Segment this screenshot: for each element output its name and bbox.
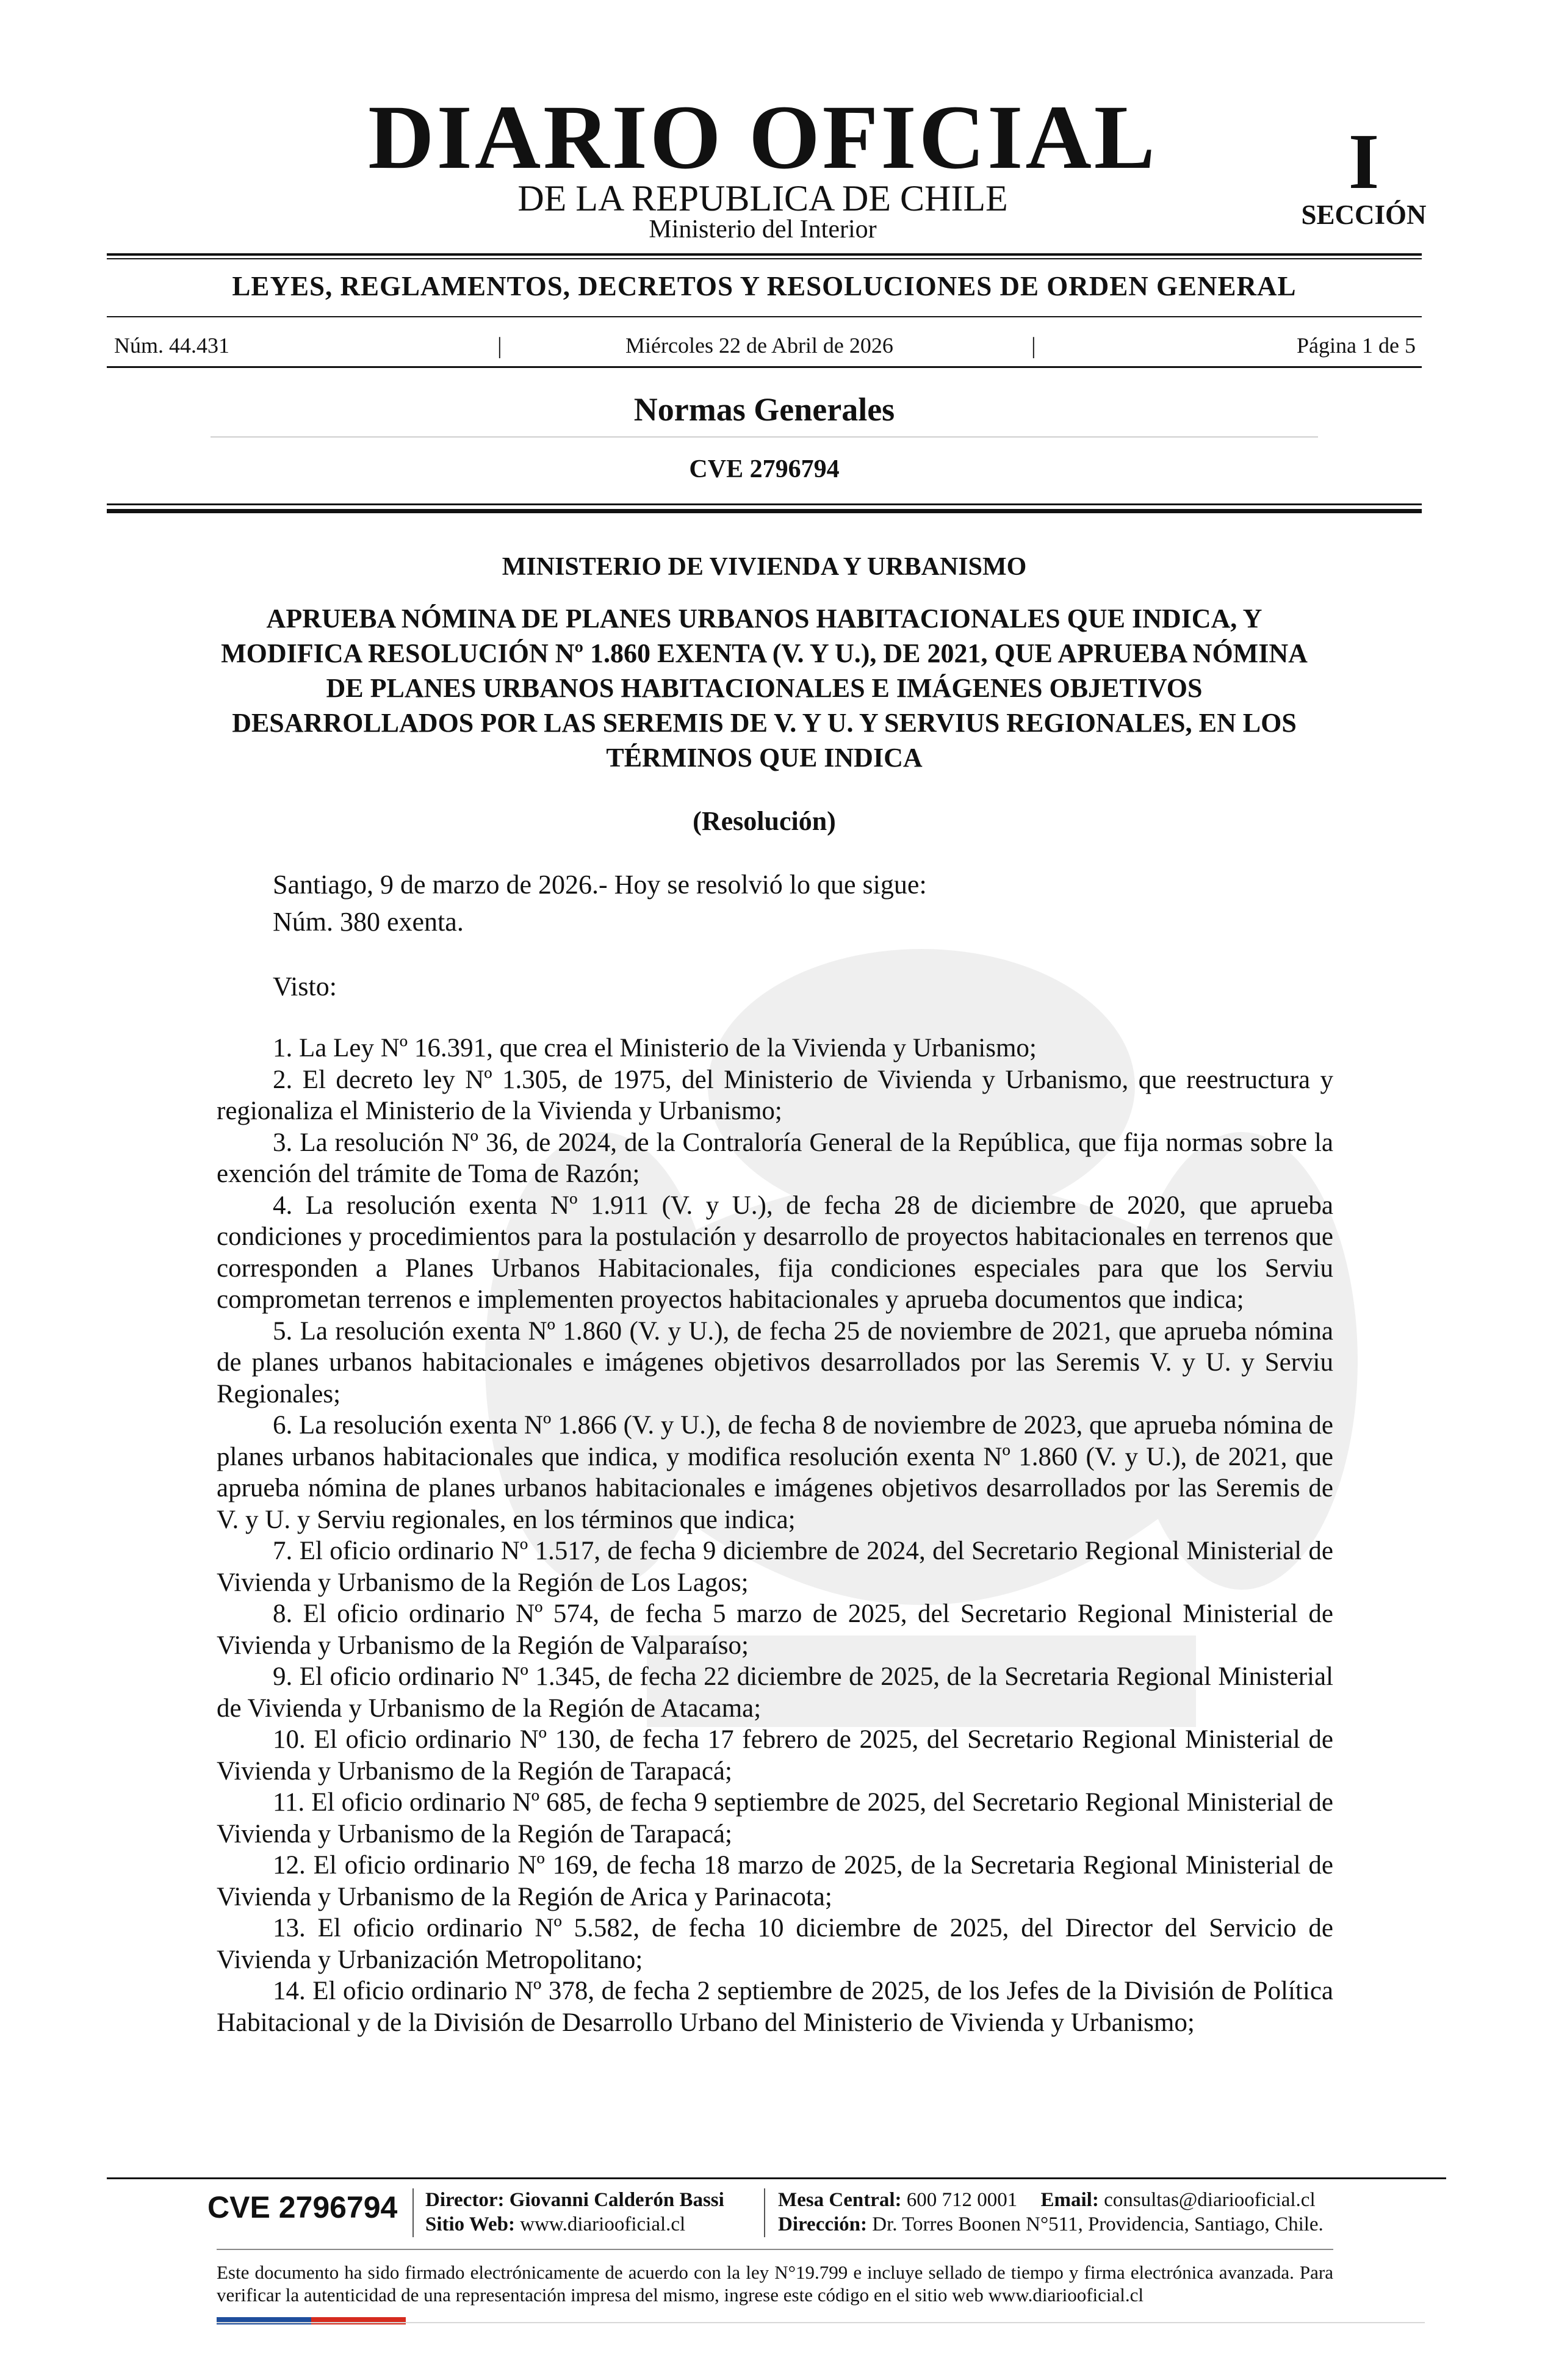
list-item: 7. El oficio ordinario Nº 1.517, de fecha 9 diciembre de 2024, del Secretario Regional Ministerial de Vivienda y Urbanismo de la Región de Los Lagos; — [217, 1537, 1333, 1597]
separator: | — [1031, 333, 1036, 359]
separator: | — [497, 333, 502, 359]
site-label: Sitio Web: — [425, 2213, 516, 2235]
section-title: Normas Generales — [633, 391, 895, 428]
resolution-title: APRUEBA NÓMINA DE PLANES URBANOS HABITACIONALES QUE INDICA, Y MODIFICA RESOLUCIÓN Nº 1.860 EXENTA (V. Y U.), DE 2021, QUE APRUEBA NÓMINA DE PLANES URBANOS HABITACIONALES E IMÁGENES OBJETIVOS DESARROLLADOS POR LAS SEREMIS DE V. Y U. Y SERVIUS REGIONALES, EN LOS TÉRMINOS QUE INDICA — [221, 604, 1308, 773]
footer-note-rule — [217, 2249, 1333, 2250]
footer-divider — [412, 2188, 414, 2237]
footer-contact — [778, 2188, 1316, 2212]
list-item: 10. El oficio ordinario Nº 130, de fecha 17 febrero de 2025, del Secretario Regional Ministerial de Vivienda y Urbanismo de la Región de Tarapacá; — [217, 1725, 1333, 1786]
list-item: 9. El oficio ordinario Nº 1.345, de fecha 22 diciembre de 2025, de la Secretaria Regional Ministerial de Vivienda y Urbanismo de la Región de Atacama; — [217, 1662, 1333, 1723]
header-rule-top-thin — [107, 258, 1422, 259]
resolution-number: Núm. 380 exenta. — [273, 907, 464, 937]
list-item: 13. El oficio ordinario Nº 5.582, de fecha 10 diciembre de 2025, del Director del Servicio de Vivienda y Urbanización Metropolitano; — [217, 1914, 1333, 1974]
director-label: Director: — [425, 2189, 505, 2211]
list-item: 14. El oficio ordinario Nº 378, de fecha 2 septiembre de 2025, de los Jefes de la División de Política Habitacional y de la División de Desarrollo Urbano del Ministerio de Vivienda y Urbanismo; — [217, 1977, 1333, 2037]
director-name: Giovanni Calderón Bassi — [509, 2189, 724, 2211]
footer-signature-note: Este documento ha sido firmado electrónicamente de acuerdo con la ley N°19.799 e incluye sellado de tiempo y firma electrónica avanzada. Para verificar la autenticidad de una representación impresa del mismo, ingrese este código en el sitio web www.diariooficial.cl — [217, 2262, 1333, 2306]
flag-stripe-red — [311, 2317, 406, 2324]
visto-label: Visto: — [273, 972, 337, 1001]
footer-address — [778, 2212, 1324, 2237]
header-rule-top — [107, 253, 1422, 256]
cve-rule-1 — [107, 503, 1422, 505]
issue-info-row — [107, 333, 1422, 363]
address-value: Dr. Torres Boonen N°511, Providencia, Santiago, Chile. — [872, 2213, 1324, 2235]
footer-divider — [764, 2188, 765, 2237]
list-item: 1. La Ley Nº 16.391, que crea el Ministerio de la Vivienda y Urbanismo; — [273, 1034, 1037, 1062]
section-number: I — [1348, 118, 1380, 206]
cve-code: CVE 2796794 — [689, 455, 840, 483]
list-item: 3. La resolución Nº 36, de 2024, de la Contraloría General de la República, que fija normas sobre la exención del trámite de Toma de Razón; — [217, 1128, 1333, 1188]
masthead-ministry: Ministerio del Interior — [649, 215, 877, 243]
masthead-title: DIARIO OFICIAL — [368, 87, 1158, 188]
section-label: SECCIÓN — [1301, 200, 1427, 230]
cve-rule-2 — [107, 509, 1422, 513]
ministry-name: MINISTERIO DE VIVIENDA Y URBANISMO — [502, 553, 1027, 581]
flag-stripe-blue — [217, 2317, 311, 2324]
site-link[interactable]: www.diariooficial.cl — [520, 2213, 686, 2235]
email-link[interactable]: consultas@diariooficial.cl — [1104, 2189, 1316, 2211]
resolution-label: (Resolución) — [693, 806, 836, 836]
issue-date: Miércoles 22 de Abril de 2026 — [625, 333, 893, 358]
email-label: Email: — [1040, 2189, 1099, 2211]
mesa-label: Mesa Central: — [778, 2189, 902, 2211]
section-title-rule — [211, 436, 1318, 438]
footer-rule — [107, 2177, 1446, 2179]
footer-director — [425, 2188, 724, 2212]
category-heading: LEYES, REGLAMENTOS, DECRETOS Y RESOLUCIONES DE ORDEN GENERAL — [232, 271, 1297, 301]
intro-line: Santiago, 9 de marzo de 2026.- Hoy se resolvió lo que sigue: — [273, 870, 927, 900]
info-rule — [107, 366, 1422, 368]
list-item: 11. El oficio ordinario Nº 685, de fecha 9 septiembre de 2025, del Secretario Regional Ministerial de Vivienda y Urbanismo de la Región de Tarapacá; — [217, 1788, 1333, 1848]
footer-cve: CVE 2796794 — [207, 2190, 398, 2224]
list-item: 5. La resolución exenta Nº 1.860 (V. y U.), de fecha 25 de noviembre de 2021, que aprueba nómina de planes urbanos habitacionales e imágenes objetivos desarrollados por las Seremis V. y U. y Serviu Regionales; — [217, 1316, 1333, 1408]
bottom-rule — [217, 2322, 1425, 2323]
list-item: 12. El oficio ordinario Nº 169, de fecha 18 marzo de 2025, de la Secretaria Regional Ministerial de Vivienda y Urbanismo de la Región de Arica y Parinacota; — [217, 1851, 1333, 1911]
list-item: 6. La resolución exenta Nº 1.866 (V. y U.), de fecha 8 de noviembre de 2023, que aprueba nómina de planes urbanos habitacionales que indica, y modifica resolución exenta Nº 1.860 (V. y U.), de 2021, que aprueba nómina de planes urbanos habitacionales e imágenes objetivos desarrollados por las Seremis de V. y U. y Serviu regionales, en los términos que indica; — [217, 1411, 1333, 1534]
footer-website — [425, 2212, 685, 2237]
issue-number: Núm. 44.431 — [114, 333, 229, 358]
heading-rule — [107, 316, 1422, 317]
list-item: 2. El decreto ley Nº 1.305, de 1975, del Ministerio de Vivienda y Urbanismo, que reestructura y regionaliza el Ministerio de la Vivienda y Urbanismo; — [217, 1065, 1333, 1125]
visto-list — [217, 1033, 1333, 2038]
address-label: Dirección: — [778, 2213, 868, 2235]
mesa-phone: 600 712 0001 — [906, 2189, 1018, 2211]
list-item: 8. El oficio ordinario Nº 574, de fecha 5 marzo de 2025, del Secretario Regional Ministerial de Vivienda y Urbanismo de la Región de Valparaíso; — [217, 1599, 1333, 1660]
list-item: 4. La resolución exenta Nº 1.911 (V. y U.), de fecha 28 de diciembre de 2020, que aprueba condiciones y procedimientos para la postulación y desarrollo de proyectos habitacionales en terrenos que corresponden a Planes Urbanos Habitacionales, fija condiciones especiales para que los Serviu comprometan terrenos e implementen proyectos habitacionales y aprueba documentos que indica; — [217, 1191, 1333, 1314]
masthead-subtitle: DE LA REPUBLICA DE CHILE — [517, 178, 1008, 218]
page-indicator: Página 1 de 5 — [1297, 333, 1416, 358]
